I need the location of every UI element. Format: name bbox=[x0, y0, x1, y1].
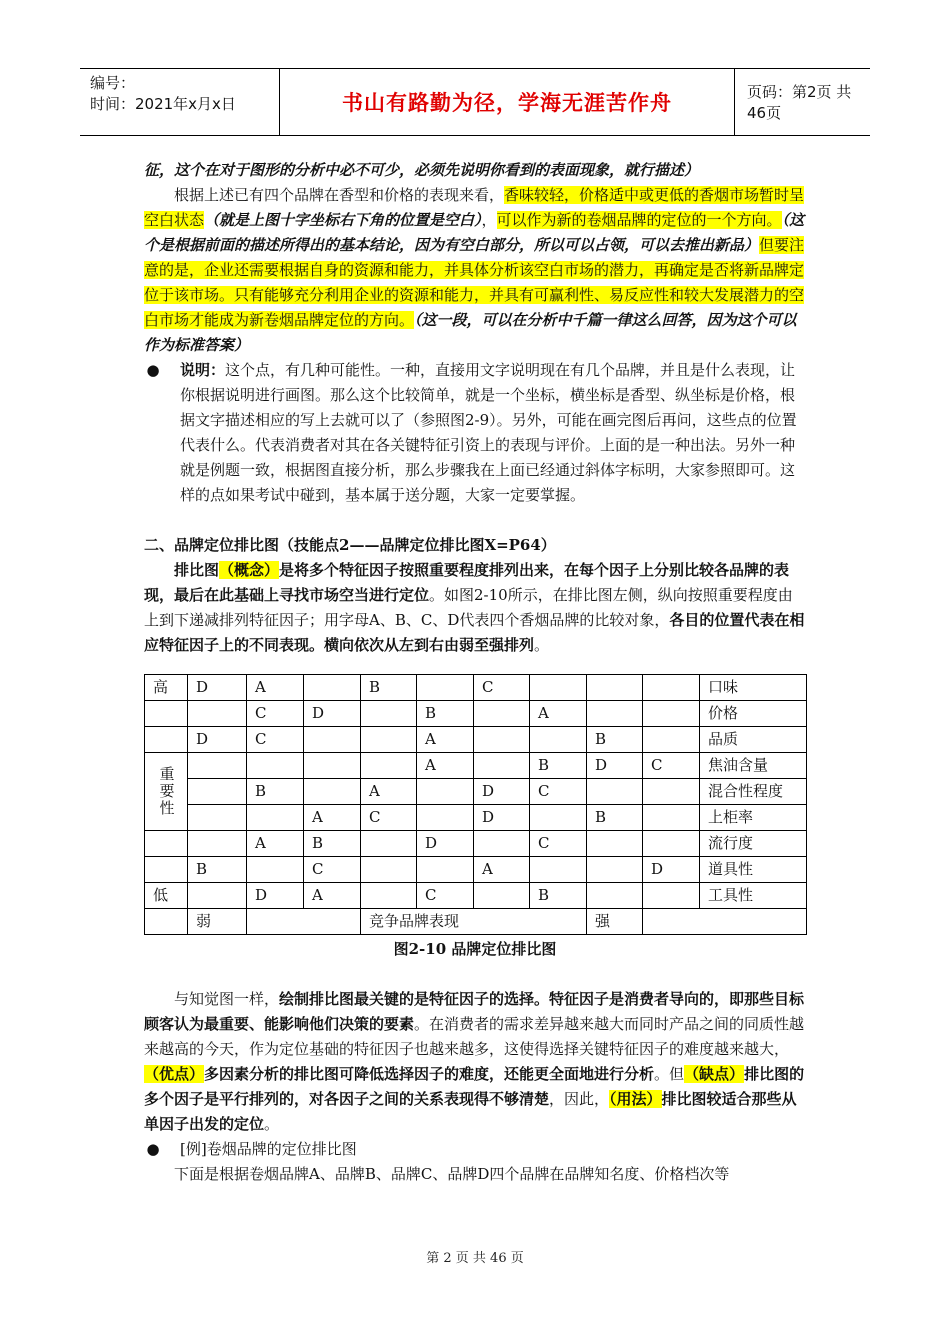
brand-cell: A bbox=[361, 779, 417, 805]
brand-cell bbox=[530, 675, 587, 701]
text-run: 根据上述已有四个品牌在香型和价格的表现来看， bbox=[174, 186, 505, 204]
highlight-text: 可以作为新的卷烟品牌的定位的一个方向。 bbox=[496, 211, 782, 229]
brand-cell: C bbox=[643, 753, 700, 779]
brand-cell bbox=[474, 831, 530, 857]
brand-cell bbox=[188, 883, 247, 909]
brand-cell bbox=[247, 805, 304, 831]
brand-cell: C bbox=[304, 857, 361, 883]
text-run: ， bbox=[481, 211, 497, 229]
brand-cell: D bbox=[474, 779, 530, 805]
factor-cell: 上柜率 bbox=[700, 805, 807, 831]
bullet-icon: ● bbox=[146, 1140, 160, 1158]
table-row bbox=[145, 675, 807, 701]
brand-cell: A bbox=[304, 883, 361, 909]
brand-cell bbox=[587, 857, 643, 883]
table-row bbox=[145, 701, 807, 727]
section-heading: 二、品牌定位排比图（技能点2——品牌定位排比图X=P64） bbox=[144, 536, 556, 554]
paragraph-example: 下面是根据卷烟品牌A、品牌B、品牌C、品牌D四个品牌在品牌知名度、价格档次等 bbox=[174, 1165, 730, 1183]
importance-label: 重要性 bbox=[157, 766, 176, 817]
table-row bbox=[145, 831, 807, 857]
brand-cell: A bbox=[474, 857, 530, 883]
brand-cell bbox=[474, 883, 530, 909]
factor-cell: 焦油含量 bbox=[700, 753, 807, 779]
italic-note: （这个是根据前面的描述所得出的基本结论，因为有空白部分，所以可以占领，可以去推出新品） bbox=[144, 211, 805, 254]
highlight-label: （概念） bbox=[219, 561, 280, 579]
scale-cell bbox=[145, 727, 188, 753]
brand-cell bbox=[304, 675, 361, 701]
bold-text: 排比图的多个因子是平行排列的，对各因子之间的关系表现得不够清楚 bbox=[144, 1065, 805, 1108]
page-footer: 第 2 页 共 46 页 bbox=[426, 1251, 524, 1266]
text-run: 。但 bbox=[654, 1065, 685, 1083]
header-meta bbox=[80, 69, 280, 135]
factor-cell: 价格 bbox=[700, 701, 807, 727]
table-row bbox=[145, 753, 807, 779]
factor-cell: 口味 bbox=[700, 675, 807, 701]
header-date: 时间：2021年x月x日 bbox=[90, 95, 236, 113]
brand-cell bbox=[361, 857, 417, 883]
factor-cell: 混合性程度 bbox=[700, 779, 807, 805]
brand-cell bbox=[361, 727, 417, 753]
weak-label: 弱 bbox=[188, 909, 247, 935]
brand-cell: A bbox=[530, 701, 587, 727]
brand-cell bbox=[361, 753, 417, 779]
spacer bbox=[144, 508, 806, 533]
brand-cell bbox=[247, 753, 304, 779]
highlight-text: 香味较轻，价格适中或更低的香烟市场暂时呈空白状态 bbox=[144, 186, 805, 229]
brand-cell bbox=[417, 857, 474, 883]
brand-cell bbox=[530, 805, 587, 831]
bold-text: 排比图较适合那些从单因子出发的定位 bbox=[144, 1090, 797, 1133]
brand-cell: A bbox=[417, 727, 474, 753]
brand-cell: D bbox=[247, 883, 304, 909]
blank-cell bbox=[247, 909, 361, 935]
factor-cell: 道具性 bbox=[700, 857, 807, 883]
brand-cell: B bbox=[304, 831, 361, 857]
brand-cell: D bbox=[474, 805, 530, 831]
table-row bbox=[145, 805, 807, 831]
bold-text: 多因素分析的排比图可降低选择因子的难度，还能更全面地进行分析 bbox=[204, 1065, 655, 1083]
document-body bbox=[144, 158, 806, 1187]
brand-cell: D bbox=[643, 857, 700, 883]
highlight-text: 但要注意的是，企业还需要根据自身的资源和能力，并具体分析该空白市场的潜力，再确定是否将新品牌定位于该市场。只有能够充分利用企业的资源和能力，并具有可赢利性、易反应性和较大发展潜力的空白市场才能成为新卷烟品牌定位的方向。 bbox=[144, 236, 805, 329]
brand-cell bbox=[587, 701, 643, 727]
factor-cell: 工具性 bbox=[700, 883, 807, 909]
brand-cell: D bbox=[417, 831, 474, 857]
highlight-label: （缺点） bbox=[684, 1065, 745, 1083]
text-run: 。如图2-10所示，在排比图左侧，纵向按照重要程度由上到下递减排列特征因子；用字母A、B、C、D代表四个香烟品牌的比较对象， bbox=[144, 586, 793, 629]
scale-cell: 高 bbox=[145, 675, 188, 701]
brand-cell bbox=[417, 675, 474, 701]
brand-cell bbox=[188, 831, 247, 857]
header-page-number: 页码：第2页 共46页 bbox=[747, 83, 852, 122]
brand-cell: B bbox=[530, 883, 587, 909]
scale-cell bbox=[145, 857, 188, 883]
brand-cell: A bbox=[247, 831, 304, 857]
highlight-label: （优点） bbox=[144, 1065, 205, 1083]
brand-cell bbox=[530, 727, 587, 753]
bullet-icon: ● bbox=[146, 361, 160, 379]
text-run: 。在消费者的需求差异越来越大而同时产品之间的同质性越来越高的今天，作为定位基础的特征因子也越来越多，这使得选择关键特征因子的难度越来越大， bbox=[144, 1015, 805, 1058]
text-run: 。 bbox=[264, 1115, 280, 1133]
brand-cell bbox=[643, 805, 700, 831]
bullet-label: 说明： bbox=[180, 361, 226, 379]
brand-cell: D bbox=[304, 701, 361, 727]
brand-cell bbox=[304, 779, 361, 805]
italic-note: （就是上图十字坐标右下角的位置是空白） bbox=[204, 211, 482, 229]
brand-cell bbox=[474, 701, 530, 727]
blank-cell bbox=[145, 909, 188, 935]
table-row bbox=[145, 857, 807, 883]
brand-cell bbox=[643, 883, 700, 909]
bold-text: 是将多个特征因子按照重要程度排列出来，在每个因子上分别比较各品牌的表现，最后在此基础上寻找市场空当进行定位 bbox=[144, 561, 790, 604]
brand-cell bbox=[361, 831, 417, 857]
brand-cell bbox=[304, 727, 361, 753]
brand-cell bbox=[643, 727, 700, 753]
brand-cell: C bbox=[247, 701, 304, 727]
brand-cell bbox=[587, 675, 643, 701]
brand-cell bbox=[643, 701, 700, 727]
brand-cell: B bbox=[587, 727, 643, 753]
brand-cell: D bbox=[188, 727, 247, 753]
bullet-explanation bbox=[144, 358, 806, 508]
table-row bbox=[145, 883, 807, 909]
bullet-text: [例]卷烟品牌的定位排比图 bbox=[180, 1140, 357, 1158]
ranking-table bbox=[144, 674, 807, 935]
brand-cell bbox=[417, 779, 474, 805]
brand-cell bbox=[643, 779, 700, 805]
brand-cell bbox=[530, 857, 587, 883]
brand-cell: B bbox=[247, 779, 304, 805]
bold-text: 各目的位置代表在相应特征因子上的不同表现。横向依次从左到右由弱至强排列 bbox=[144, 611, 805, 654]
brand-cell: C bbox=[474, 675, 530, 701]
table-row bbox=[145, 779, 807, 805]
brand-cell: C bbox=[530, 831, 587, 857]
competition-label: 竞争品牌表现 bbox=[361, 909, 587, 935]
paragraph-analysis bbox=[144, 183, 806, 358]
brand-cell bbox=[417, 805, 474, 831]
brand-cell bbox=[587, 883, 643, 909]
header-motto: 书山有路勤为径，学海无涯苦作舟 bbox=[342, 91, 672, 115]
figure-caption: 图2-10 品牌定位排比图 bbox=[393, 940, 557, 958]
header-number: 编号： bbox=[90, 74, 136, 92]
header-motto-cell bbox=[280, 69, 735, 135]
paragraph-selection bbox=[144, 987, 806, 1137]
brand-cell: C bbox=[361, 805, 417, 831]
brand-cell bbox=[474, 753, 530, 779]
brand-cell bbox=[188, 701, 247, 727]
highlight-label: （用法） bbox=[609, 1090, 662, 1108]
brand-cell bbox=[643, 831, 700, 857]
brand-cell: C bbox=[417, 883, 474, 909]
brand-cell bbox=[188, 753, 247, 779]
bullet-example bbox=[144, 1137, 806, 1162]
text-run: 与知觉图一样， bbox=[174, 990, 280, 1008]
brand-cell bbox=[247, 857, 304, 883]
brand-cell bbox=[188, 779, 247, 805]
spacer bbox=[144, 962, 806, 987]
scale-cell bbox=[145, 831, 188, 857]
bold-text: 绘制排比图最关键的是特征因子的选择。特征因子是消费者导向的，即那些目标顾客认为最重要、能影响他们决策的要素 bbox=[144, 990, 805, 1033]
brand-cell: A bbox=[417, 753, 474, 779]
brand-cell bbox=[361, 701, 417, 727]
brand-cell: D bbox=[188, 675, 247, 701]
paragraph-continuation: 征，这个在对于图形的分析中必不可少，必须先说明你看到的表面现象，就行描述） bbox=[144, 161, 700, 179]
scale-cell: 低 bbox=[145, 883, 188, 909]
brand-cell bbox=[587, 831, 643, 857]
brand-cell: A bbox=[304, 805, 361, 831]
brand-cell bbox=[474, 727, 530, 753]
brand-cell bbox=[587, 779, 643, 805]
paragraph-concept bbox=[144, 558, 806, 658]
brand-cell: B bbox=[417, 701, 474, 727]
bold-text: 排比图 bbox=[174, 561, 220, 579]
brand-cell: A bbox=[247, 675, 304, 701]
brand-cell: B bbox=[188, 857, 247, 883]
brand-cell bbox=[361, 883, 417, 909]
brand-cell: B bbox=[587, 805, 643, 831]
brand-cell bbox=[188, 805, 247, 831]
blank-cell bbox=[643, 909, 807, 935]
text-run: ，因此， bbox=[549, 1090, 610, 1108]
importance-label-cell bbox=[145, 753, 188, 831]
brand-cell: B bbox=[530, 753, 587, 779]
brand-cell: C bbox=[247, 727, 304, 753]
factor-cell: 品质 bbox=[700, 727, 807, 753]
scale-cell bbox=[145, 701, 188, 727]
brand-cell: C bbox=[530, 779, 587, 805]
brand-cell bbox=[304, 753, 361, 779]
table-row bbox=[145, 727, 807, 753]
page-header bbox=[80, 68, 870, 136]
strong-label: 强 bbox=[587, 909, 643, 935]
table-row-scale bbox=[145, 909, 807, 935]
brand-cell bbox=[643, 675, 700, 701]
text-run: 。 bbox=[534, 636, 550, 654]
italic-note: （这一段，可以在分析中千篇一律这么回答，因为这个可以作为标准答案） bbox=[144, 311, 797, 354]
brand-cell: D bbox=[587, 753, 643, 779]
factor-cell: 流行度 bbox=[700, 831, 807, 857]
brand-cell: B bbox=[361, 675, 417, 701]
bullet-text: 这个点，有几种可能性。一种，直接用文字说明现在有几个品牌，并且是什么表现，让你根据说明进行画图。那么这个比较简单，就是一个坐标，横坐标是香型、纵坐标是价格，根据文字描述相应的写上去就可以了（参照图2-9）。另外，可能在画完图后再问，这些点的位置代表什么。代表消费者对其在各关键特征引资上的表现与评价。上面的是一种出法。另外一种就是例题一致，根据图直接分析，那么步骤我在上面已经通过斜体字标明，大家参照即可。这样的点如果考试中碰到，基本属于送分题，大家一定要掌握。 bbox=[180, 361, 797, 504]
